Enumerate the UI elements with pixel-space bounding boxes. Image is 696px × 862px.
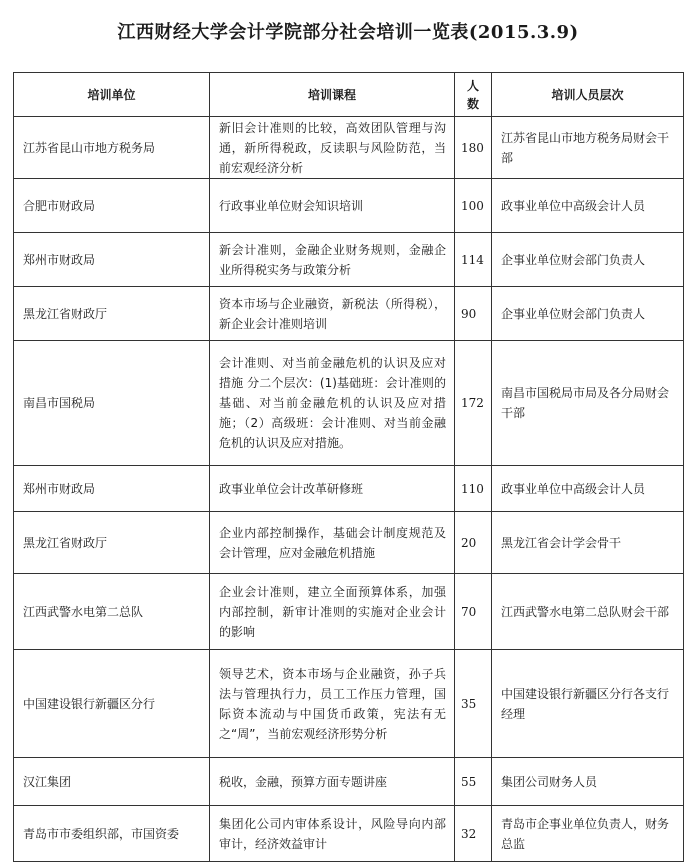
header-course: 培训课程 xyxy=(210,73,455,117)
cell-level: 南昌市国税局市局及各分局财会干部 xyxy=(492,341,684,466)
cell-course: 会计准则、对当前金融危机的认识及应对措施 分二个层次：(1)基础班：会计准则的基础、对当前金融危机的认识及应对措施；（2）高级班：会计准则、对当前金融危机的认识及应对措施。 xyxy=(210,341,455,466)
cell-unit: 黑龙江省财政厅 xyxy=(14,512,210,574)
cell-course: 税收，金融，预算方面专题讲座 xyxy=(210,758,455,806)
table-row xyxy=(14,574,684,650)
cell-level: 企事业单位财会部门负责人 xyxy=(492,233,684,287)
cell-course: 新会计准则，金融企业财务规则，金融企业所得税实务与政策分析 xyxy=(210,233,455,287)
cell-level: 政事业单位中高级会计人员 xyxy=(492,179,684,233)
cell-count: 35 xyxy=(455,650,492,758)
cell-unit: 合肥市财政局 xyxy=(14,179,210,233)
table-row xyxy=(14,341,684,466)
cell-count: 55 xyxy=(455,758,492,806)
table-row xyxy=(14,179,684,233)
cell-course: 新旧会计准则的比较，高效团队管理与沟通，新所得税政，反读职与风险防范，当前宏观经济分析 xyxy=(210,117,455,179)
cell-unit: 中国建设银行新疆区分行 xyxy=(14,650,210,758)
cell-level: 黑龙江省会计学会骨干 xyxy=(492,512,684,574)
cell-level: 青岛市企事业单位负责人，财务总监 xyxy=(492,806,684,862)
cell-unit: 郑州市财政局 xyxy=(14,466,210,512)
cell-unit: 汉江集团 xyxy=(14,758,210,806)
cell-count: 172 xyxy=(455,341,492,466)
cell-count: 180 xyxy=(455,117,492,179)
cell-count: 32 xyxy=(455,806,492,862)
cell-count: 90 xyxy=(455,287,492,341)
table-row xyxy=(14,117,684,179)
cell-unit: 黑龙江省财政厅 xyxy=(14,287,210,341)
table-row xyxy=(14,233,684,287)
cell-count: 110 xyxy=(455,466,492,512)
table-row xyxy=(14,806,684,862)
cell-course: 政事业单位会计改革研修班 xyxy=(210,466,455,512)
cell-unit: 郑州市财政局 xyxy=(14,233,210,287)
header-count-line1: 人 xyxy=(466,78,479,93)
cell-level: 江苏省昆山市地方税务局财会干部 xyxy=(492,117,684,179)
cell-unit: 江西武警水电第二总队 xyxy=(14,574,210,650)
cell-unit: 江苏省昆山市地方税务局 xyxy=(14,117,210,179)
cell-unit: 青岛市市委组织部，市国资委 xyxy=(14,806,210,862)
cell-course: 企业会计准则，建立全面预算体系，加强内部控制，新审计准则的实施对企业会计的影响 xyxy=(210,574,455,650)
header-level: 培训人员层次 xyxy=(492,73,684,117)
cell-level: 集团公司财务人员 xyxy=(492,758,684,806)
header-count-line2: 数 xyxy=(466,96,479,111)
cell-course: 领导艺术，资本市场与企业融资，孙子兵法与管理执行力，员工工作压力管理，国际资本流动与中国货币政策，宪法有无之“周”，当前宏观经济形势分析 xyxy=(210,650,455,758)
cell-level: 政事业单位中高级会计人员 xyxy=(492,466,684,512)
cell-count: 100 xyxy=(455,179,492,233)
cell-course: 企业内部控制操作，基础会计制度规范及会计管理，应对金融危机措施 xyxy=(210,512,455,574)
cell-unit: 南昌市国税局 xyxy=(14,341,210,466)
training-table xyxy=(13,72,684,862)
cell-course: 资本市场与企业融资，新税法（所得税），新企业会计准则培训 xyxy=(210,287,455,341)
cell-count: 70 xyxy=(455,574,492,650)
table-row xyxy=(14,650,684,758)
cell-course: 行政事业单位财会知识培训 xyxy=(210,179,455,233)
table-header-row xyxy=(14,73,684,117)
page-title: 江西财经大学会计学院部分社会培训一览表(2015.3.9) xyxy=(117,22,579,43)
table-row xyxy=(14,758,684,806)
table-row xyxy=(14,512,684,574)
cell-count: 114 xyxy=(455,233,492,287)
header-unit: 培训单位 xyxy=(14,73,210,117)
table-row xyxy=(14,466,684,512)
table-row xyxy=(14,287,684,341)
header-count xyxy=(455,73,492,117)
cell-level: 江西武警水电第二总队财会干部 xyxy=(492,574,684,650)
cell-course: 集团化公司内审体系设计，风险导向内部审计，经济效益审计 xyxy=(210,806,455,862)
cell-count: 20 xyxy=(455,512,492,574)
cell-level: 企事业单位财会部门负责人 xyxy=(492,287,684,341)
cell-level: 中国建设银行新疆区分行各支行经理 xyxy=(492,650,684,758)
